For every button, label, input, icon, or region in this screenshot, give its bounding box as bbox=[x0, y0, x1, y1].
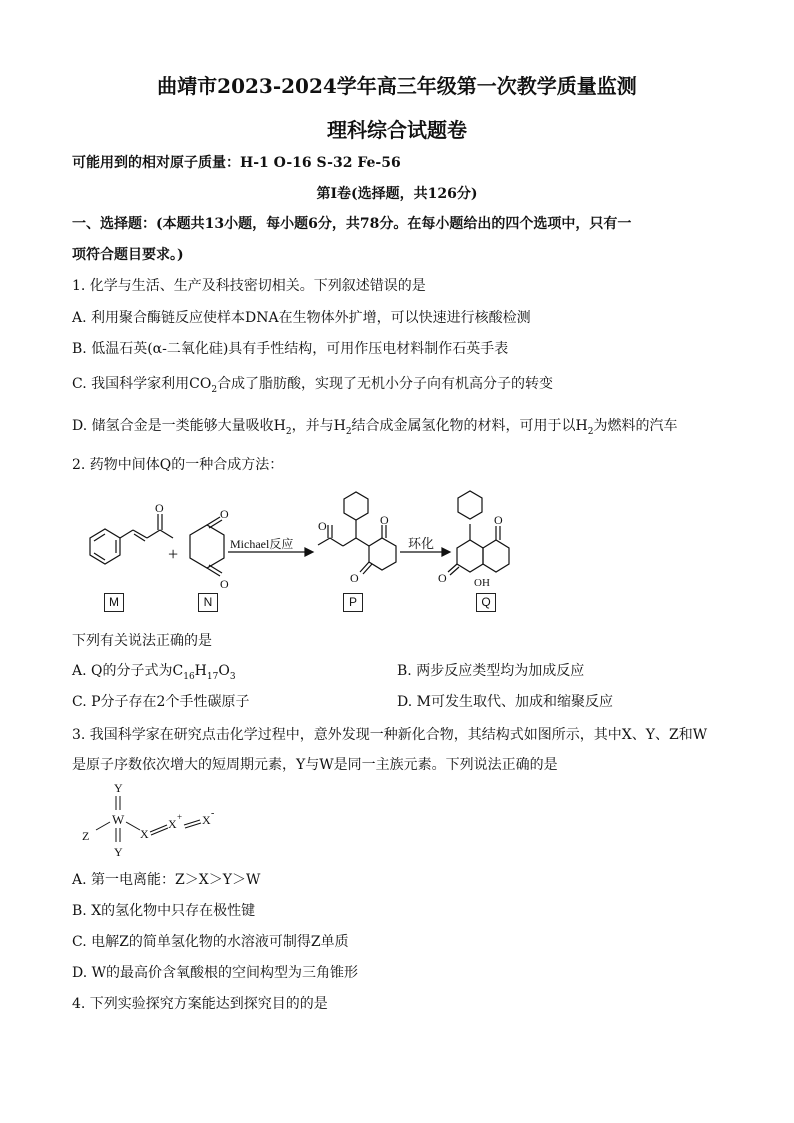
n-carbonyl bbox=[209, 520, 222, 528]
p-cyclohexanedione bbox=[369, 538, 396, 570]
q1-option-d-text-post: 为燃料的汽车 bbox=[593, 418, 678, 434]
q1-option-c-text-pre: C. 我国科学家利用 bbox=[72, 376, 190, 392]
q3-structure-diagram bbox=[72, 778, 262, 868]
section-instruction-line2: 项符合题目要求。) bbox=[72, 247, 184, 263]
reaction-arrow-1-head bbox=[305, 548, 313, 556]
q-ring-left bbox=[457, 540, 483, 572]
n-carbonyl bbox=[207, 568, 220, 576]
q3-stem-line1: 3. 我国科学家在研究点击化学过程中，意外发现一种新化合物，其结构式如图所示，其中X、Y、Z和W bbox=[72, 727, 708, 743]
label-q: Q bbox=[476, 593, 496, 612]
m-alkene-double bbox=[134, 534, 145, 541]
q4-stem: 4. 下列实验探究方案能达到探究目的的是 bbox=[72, 996, 328, 1012]
exam-title: 曲靖市2023-2024学年高三年级第一次教学质量监测 bbox=[157, 74, 637, 98]
n-oxygen-bottom: O bbox=[220, 577, 229, 591]
q-carbonyl bbox=[448, 564, 457, 572]
q1-option-d-text-mid1: ，并与 bbox=[291, 418, 334, 434]
p-bond bbox=[318, 538, 330, 545]
q1-option-a: A. 利用聚合酶链反应使样本DNA在生物体外扩增，可以快速进行核酸检测 bbox=[72, 310, 531, 326]
molecule-n bbox=[190, 517, 224, 576]
struct-x3: X bbox=[202, 813, 211, 827]
q1-option-c bbox=[72, 373, 553, 395]
q2-option-d: D. M可发生取代、加成和缩聚反应 bbox=[397, 694, 613, 710]
m-bond bbox=[120, 530, 133, 538]
q-oxygen-top: O bbox=[494, 513, 503, 527]
struct-double-bond bbox=[150, 825, 167, 832]
p-oxygen-top: O bbox=[380, 513, 389, 527]
h2-formula: H bbox=[273, 418, 286, 434]
plus-sign: + bbox=[168, 544, 179, 564]
formula-o: O bbox=[218, 663, 230, 679]
synthesis-scheme bbox=[60, 480, 740, 615]
p-bond bbox=[356, 538, 369, 546]
h2-subscript: 2 bbox=[285, 426, 292, 437]
q2-stem: 2. 药物中间体Q的一种合成方法： bbox=[72, 457, 284, 473]
formula-c: C bbox=[172, 663, 184, 679]
q1-stem: 1. 化学与生活、生产及科技密切相关。下列叙述错误的是 bbox=[72, 278, 426, 294]
q3-option-a: A. 第一电离能：Z＞X＞Y＞W bbox=[72, 872, 261, 888]
n-carbonyl bbox=[209, 565, 222, 573]
struct-single-bond bbox=[126, 822, 140, 830]
p-carbonyl bbox=[363, 564, 372, 574]
formula-sub: 17 bbox=[206, 671, 219, 682]
n-oxygen-top: O bbox=[220, 507, 229, 521]
q2-option-a bbox=[72, 660, 236, 682]
exam-subtitle: 理科综合试题卷 bbox=[327, 118, 467, 142]
formula-sub: 16 bbox=[183, 671, 195, 682]
q1-option-d-text-mid2: 结合成金属氢化物的材料，可用于以 bbox=[351, 418, 576, 434]
struct-x1: X bbox=[140, 827, 149, 841]
struct-y-bottom: Y bbox=[114, 845, 123, 859]
q2-option-c: C. P分子存在2个手性碳原子 bbox=[72, 694, 250, 710]
reaction-arrow-2-head bbox=[442, 548, 450, 556]
q2-prompt: 下列有关说法正确的是 bbox=[72, 633, 212, 649]
struct-minus-charge: - bbox=[211, 808, 215, 819]
h2-subscript: 2 bbox=[345, 426, 352, 437]
q3-option-d: D. W的最高价含氧酸根的空间构型为三角锥形 bbox=[72, 965, 359, 981]
molecule-p bbox=[318, 492, 396, 574]
struct-single-bond bbox=[96, 822, 110, 830]
section-instruction-line1: 一、选择题：(本题共13小题，每小题6分，共78分。在每小题给出的四个选项中，只有一 bbox=[72, 216, 632, 232]
co2-subscript: 2 bbox=[211, 384, 218, 395]
p-benzene-ring bbox=[344, 492, 368, 520]
p-bond bbox=[330, 538, 343, 546]
m-oxygen: O bbox=[155, 501, 164, 515]
struct-y-top: Y bbox=[114, 781, 123, 795]
q1-option-d-text-pre: D. 储氢合金是一类能够大量吸收 bbox=[72, 418, 274, 434]
q-ring-right bbox=[483, 540, 509, 572]
m-bond bbox=[147, 530, 160, 538]
q-carbonyl bbox=[450, 567, 459, 575]
n-ring bbox=[190, 525, 224, 568]
q2-option-a-text: A. Q的分子式为 bbox=[72, 663, 173, 679]
q-oxygen-left: O bbox=[438, 571, 447, 585]
q3-option-c: C. 电解Z的简单氢化物的水溶液可制得Z单质 bbox=[72, 934, 349, 950]
q1-option-b: B. 低温石英(α-二氧化硅)具有手性结构，可用作压电材料制作石英手表 bbox=[72, 341, 509, 357]
q1-option-d bbox=[72, 415, 678, 437]
q1-option-c-text-post: 合成了脂肪酸，实现了无机小分子向有机高分子的转变 bbox=[217, 376, 554, 392]
molecule-m bbox=[90, 514, 173, 564]
m-methyl-bond bbox=[160, 530, 173, 538]
molecule-q bbox=[448, 491, 509, 575]
struct-z: Z bbox=[82, 829, 90, 843]
label-m: M bbox=[104, 593, 124, 612]
cyclization-label: 环化 bbox=[408, 536, 435, 551]
part-heading: 第I卷(选择题，共126分) bbox=[316, 186, 478, 202]
q-hydroxyl: OH bbox=[474, 577, 490, 589]
p-oxygen-bottom: O bbox=[350, 571, 359, 585]
h2-formula: H bbox=[575, 418, 588, 434]
struct-plus-charge: + bbox=[177, 812, 183, 822]
atomic-mass-line: 可能用到的相对原子质量：H-1 O-16 S-32 Fe-56 bbox=[72, 155, 401, 171]
q3-option-b: B. X的氢化物中只存在极性键 bbox=[72, 903, 256, 919]
q2-option-b: B. 两步反应类型均为加成反应 bbox=[397, 663, 585, 679]
n-carbonyl bbox=[207, 517, 220, 525]
p-carbonyl bbox=[360, 562, 369, 572]
struct-x2: X bbox=[168, 817, 177, 831]
q3-stem-line2: 是原子序数依次增大的短周期元素，Y与W是同一主族元素。下列说法正确的是 bbox=[72, 757, 558, 773]
q-benzene-ring bbox=[458, 491, 482, 519]
struct-double-bond bbox=[151, 828, 168, 835]
formula-h: H bbox=[194, 663, 207, 679]
p-oxygen-ketone: O bbox=[318, 519, 327, 533]
formula-sub: 3 bbox=[229, 671, 236, 682]
h2-subscript: 2 bbox=[587, 426, 594, 437]
michael-reaction-label: Michael反应 bbox=[230, 537, 294, 551]
label-n: N bbox=[198, 593, 218, 612]
co2-formula: CO bbox=[189, 376, 212, 392]
h2-formula: H bbox=[333, 418, 346, 434]
struct-w: W bbox=[112, 812, 125, 827]
p-bond bbox=[343, 538, 356, 546]
label-p: P bbox=[343, 593, 363, 612]
